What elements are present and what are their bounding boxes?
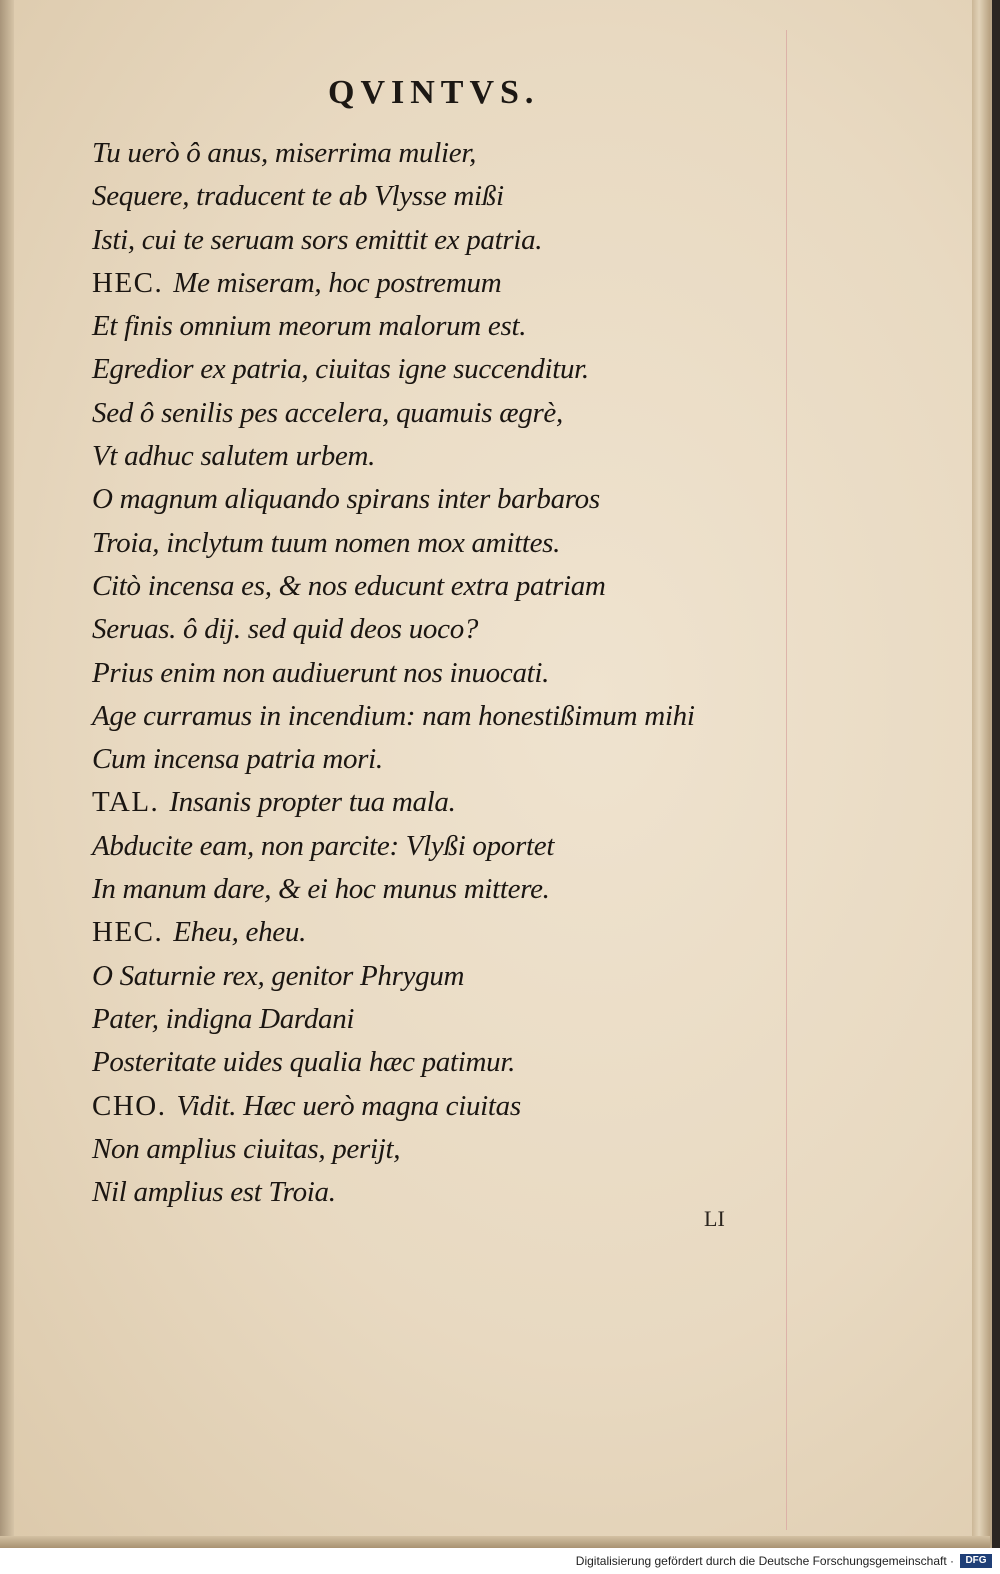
verse-text: Nil amplius est Troia. <box>92 1176 336 1209</box>
running-head: QVINTVS. <box>328 74 540 111</box>
verse-text: Vt adhuc salutem urbem. <box>92 440 376 473</box>
verse-line <box>92 219 695 262</box>
verse-line <box>92 392 695 435</box>
verse-text: O Saturnie rex, genitor Phrygum <box>92 959 465 992</box>
speaker-label: CHO. <box>92 1089 167 1122</box>
verse-text: Sequere, traducent te ab Vlysse mißi <box>92 180 504 213</box>
verse-text: Eheu, eheu. <box>173 916 307 949</box>
verse-text: Seruas. ô dij. sed quid deos uoco? <box>92 613 479 646</box>
page-right-edge <box>972 0 990 1548</box>
signature-mark: LI <box>704 1206 725 1231</box>
verse-line <box>92 132 695 175</box>
margin-rule <box>786 30 787 1530</box>
speaker-label: HEC. <box>92 916 164 949</box>
verse-text: Egredior ex patria, ciuitas igne succenditur. <box>92 353 589 386</box>
dfg-logo: DFG <box>960 1554 992 1568</box>
verse-text: In manum dare, & ei hoc munus mittere. <box>92 873 550 906</box>
speaker-label: HEC. <box>92 266 164 299</box>
verse-text: O magnum aliquando spirans inter barbaros <box>92 483 600 516</box>
verse-text: Posteritate uides qualia hæc patimur. <box>92 1046 516 1079</box>
verse-text: Isti, cui te seruam sors emittit ex patria. <box>92 223 543 256</box>
verse-line <box>92 1085 695 1128</box>
verse-line <box>92 435 695 478</box>
verse-lines <box>92 132 695 1214</box>
verse-line <box>92 955 695 998</box>
verse-line <box>92 1171 695 1214</box>
verse-text: Tu uerò ô anus, miserrima mulier, <box>92 137 477 169</box>
verse-line <box>92 652 695 695</box>
verse-text: Troia, inclytum tuum nomen mox amittes. <box>92 526 561 559</box>
verse-line <box>92 1128 695 1171</box>
page-bottom-edge <box>0 1536 990 1548</box>
verse-text: Et finis omnium meorum malorum est. <box>92 310 527 343</box>
verse-line <box>92 348 695 391</box>
page-left-edge <box>0 0 14 1548</box>
verse-line <box>92 175 695 218</box>
verse-text: Non amplius ciuitas, perijt, <box>92 1132 401 1165</box>
verse-line <box>92 825 695 868</box>
verse-line <box>92 608 695 651</box>
verse-text: Sed ô senilis pes accelera, quamuis ægrè, <box>92 396 563 429</box>
verse-text: Citò incensa es, & nos educunt extra patriam <box>92 569 606 602</box>
verse-text: Me miseram, hoc postremum <box>173 266 502 299</box>
verse-line <box>92 565 695 608</box>
verse-line <box>92 738 695 781</box>
verse-text: Cum incensa patria mori. <box>92 743 383 776</box>
speaker-label: TAL. <box>92 786 160 819</box>
verse-text: Insanis propter tua mala. <box>169 786 456 819</box>
footer-credit: Digitalisierung gefördert durch die Deutsche Forschungsgemeinschaft · <box>575 1554 954 1568</box>
verse-text: Pater, indigna Dardani <box>92 1002 355 1035</box>
verse-text: Vidit. Hæc uerò magna ciuitas <box>176 1089 521 1122</box>
verse-line <box>92 868 695 911</box>
verse-line <box>92 911 695 954</box>
verse-line <box>92 478 695 521</box>
verse-line <box>92 781 695 824</box>
footer-bar <box>0 1548 1000 1574</box>
verse-text: Age curramus in incendium: nam honestißimum mihi <box>92 699 695 732</box>
verse-line <box>92 522 695 565</box>
verse-line <box>92 262 695 305</box>
verse-line <box>92 1041 695 1084</box>
verse-text: Prius enim non audiuerunt nos inuocati. <box>92 656 550 689</box>
verse-line <box>92 305 695 348</box>
verse-line <box>92 695 695 738</box>
verse-line <box>92 998 695 1041</box>
verse-text: Abducite eam, non parcite: Vlyßi oportet <box>92 829 555 862</box>
